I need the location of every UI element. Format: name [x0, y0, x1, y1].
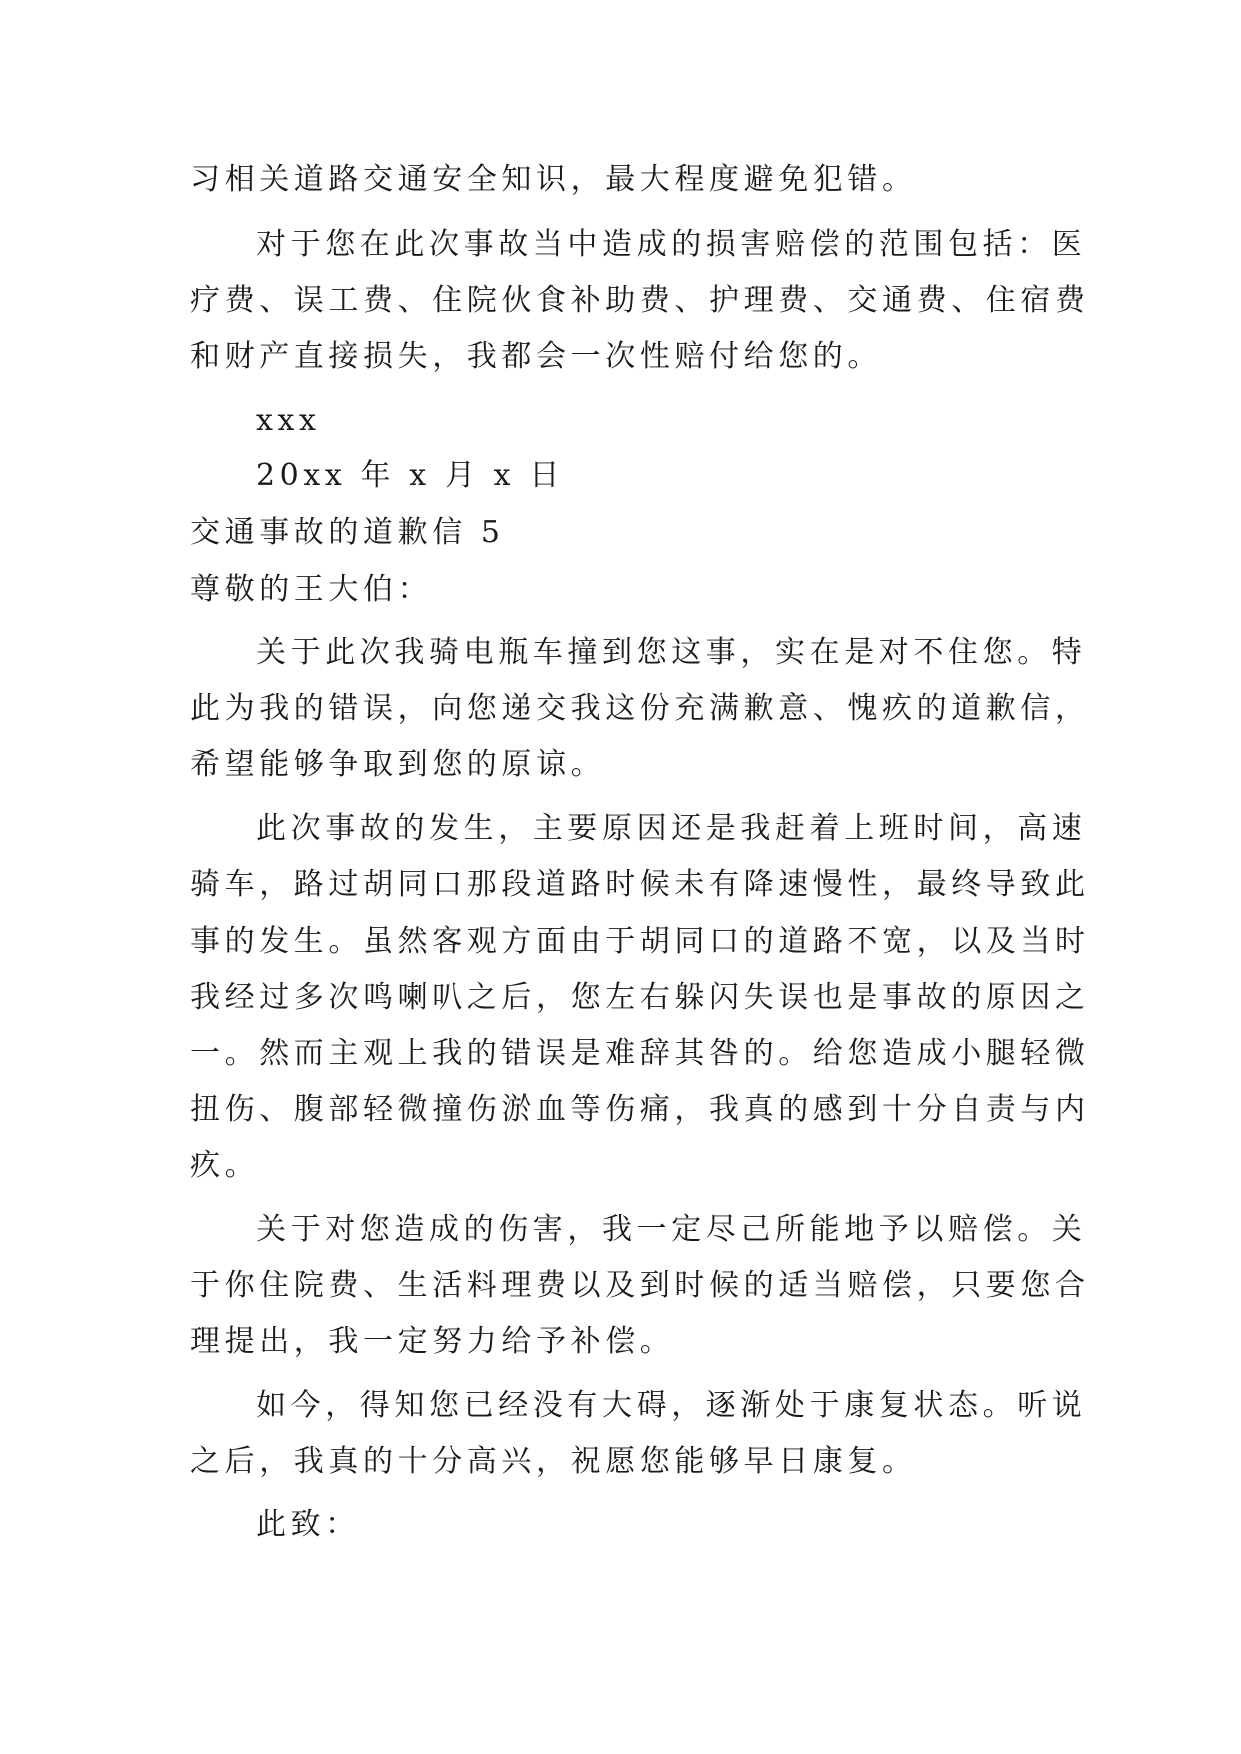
paragraph-line: 如今，得知您已经没有大碍，逐渐处于康复状态。听说 [256, 1388, 1087, 1423]
signature-name: xxx [256, 403, 321, 438]
paragraph-line: 对于您在此次事故当中造成的损害赔偿的范围包括：医 [256, 227, 1087, 262]
section-title: 交通事故的道歉信 5 [190, 515, 505, 550]
paragraph-line: 一。然而主观上我的错误是难辞其咎的。给您造成小腿轻微 [190, 1036, 1090, 1071]
paragraph-line: 事的发生。虽然客观方面由于胡同口的道路不宽，以及当时 [190, 924, 1090, 959]
paragraph-line: 此为我的错误，向您递交我这份充满歉意、愧疚的道歉信， [190, 691, 1090, 726]
paragraph-line: 和财产直接损失，我都会一次性赔付给您的。 [190, 339, 882, 374]
paragraph-line: 于你住院费、生活料理费以及到时候的适当赔偿，只要您合 [190, 1268, 1090, 1303]
paragraph-line: 疗费、误工费、住院伙食补助费、护理费、交通费、住宿费 [190, 283, 1090, 318]
paragraph-line: 希望能够争取到您的原谅。 [190, 747, 606, 782]
salutation: 尊敬的王大伯： [190, 572, 433, 607]
paragraph-line: 我经过多次鸣喇叭之后，您左右躲闪失误也是事故的原因之 [190, 980, 1090, 1015]
paragraph-line: 习相关道路交通安全知识，最大程度避免犯错。 [190, 162, 917, 197]
paragraph-line: 关于对您造成的伤害，我一定尽己所能地予以赔偿。关 [256, 1212, 1087, 1247]
paragraph-line: 疚。 [190, 1148, 260, 1183]
closing-line: 此致： [256, 1507, 360, 1542]
paragraph-line: 关于此次我骑电瓶车撞到您这事，实在是对不住您。特 [256, 635, 1087, 670]
paragraph-line: 此次事故的发生，主要原因还是我赶着上班时间，高速 [256, 811, 1087, 846]
signature-date: 20xx 年 x 月 x 日 [256, 458, 564, 493]
paragraph-line: 扭伤、腹部轻微撞伤淤血等伤痛，我真的感到十分自责与内 [190, 1092, 1090, 1127]
paragraph-line: 骑车，路过胡同口那段道路时候未有降速慢性，最终导致此 [190, 867, 1090, 902]
paragraph-line: 之后，我真的十分高兴，祝愿您能够早日康复。 [190, 1444, 917, 1479]
paragraph-line: 理提出，我一定努力给予补偿。 [190, 1324, 675, 1359]
